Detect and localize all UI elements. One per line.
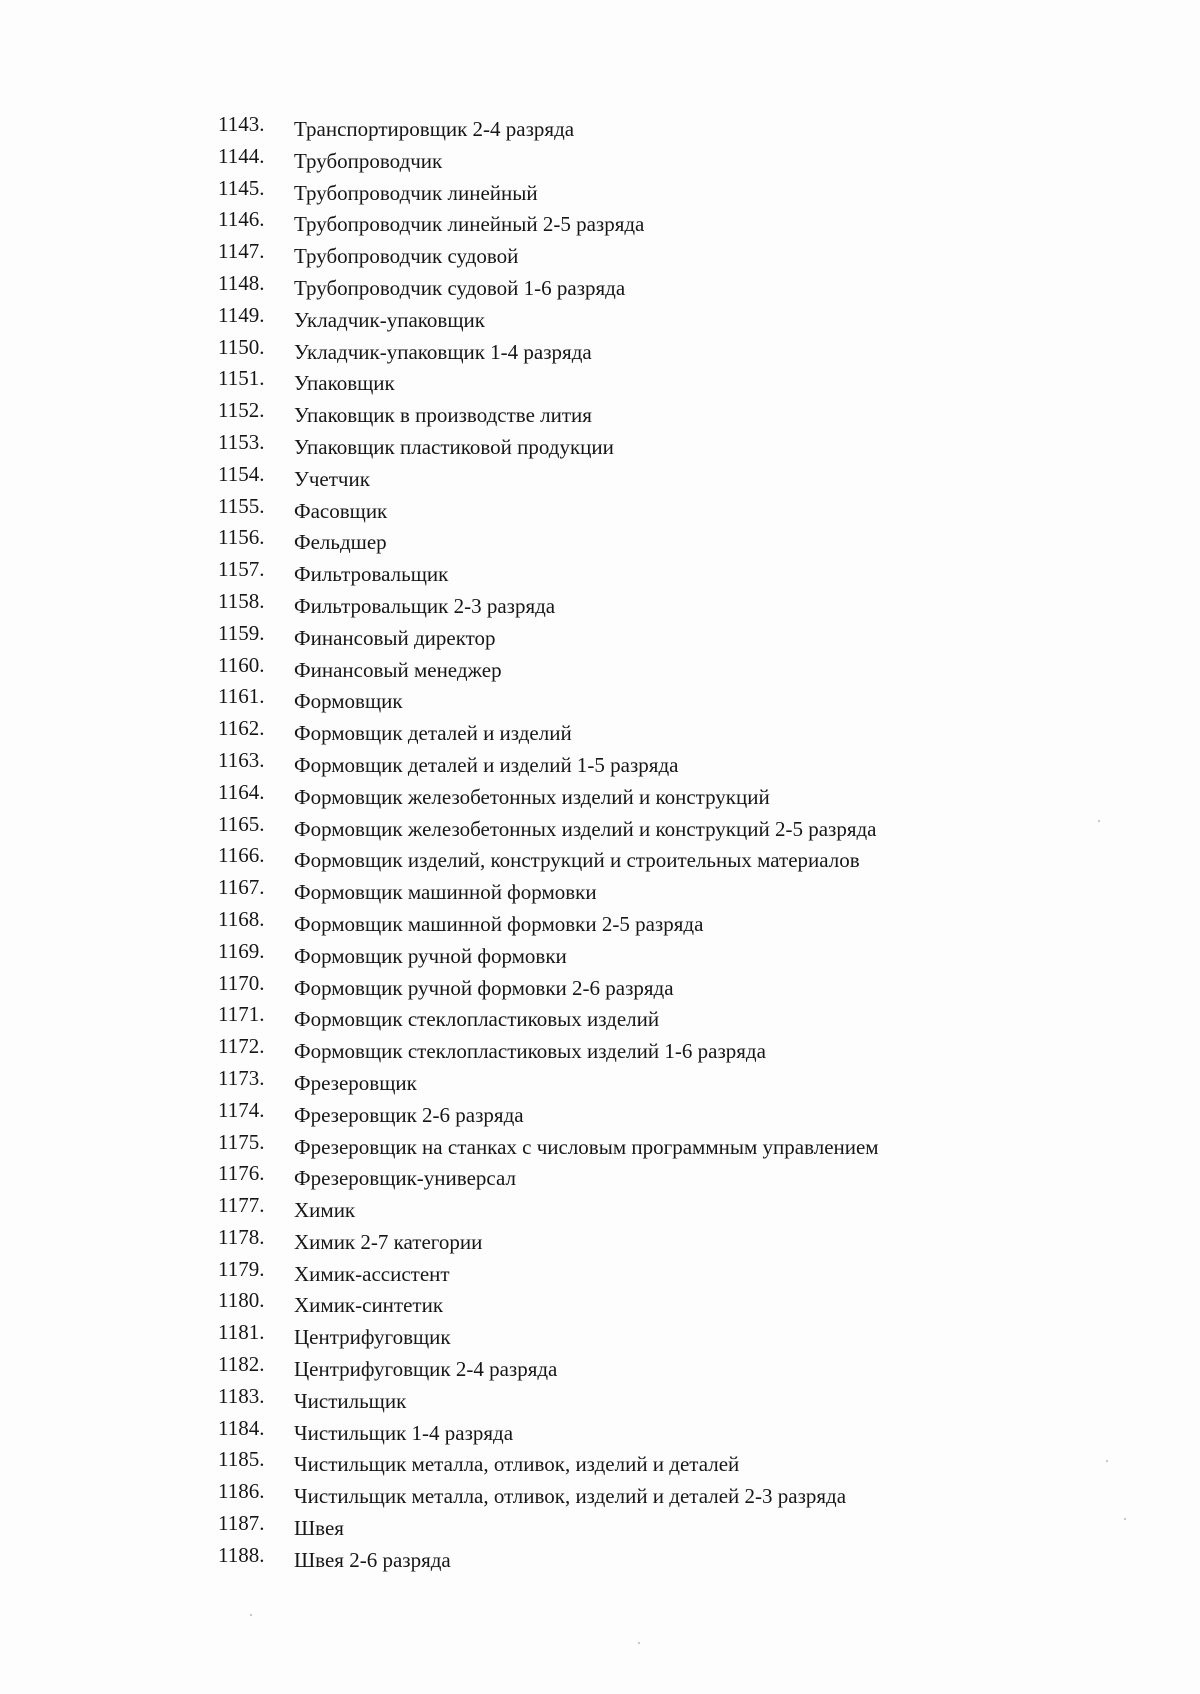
list-item <box>218 494 879 526</box>
item-text: Укладчик-упаковщик <box>294 307 485 332</box>
list-item <box>218 1447 879 1479</box>
list-item <box>218 1161 879 1193</box>
item-text: Формовщик <box>294 689 403 714</box>
item-number: 1182. <box>218 1352 265 1377</box>
scan-speck <box>250 1614 252 1616</box>
item-text: Фильтровальщик <box>294 562 449 587</box>
item-text: Трубопроводчик линейный 2-5 разряда <box>294 212 645 237</box>
item-text: Финансовый менеджер <box>294 657 502 682</box>
list-item <box>218 1098 879 1130</box>
item-number: 1172. <box>218 1034 265 1059</box>
item-text: Учетчик <box>294 466 370 491</box>
item-text: Трубопроводчик <box>294 148 443 173</box>
item-text: Формовщик стеклопластиковых изделий <box>294 1007 660 1032</box>
item-text: Химик <box>294 1198 356 1223</box>
list-item <box>218 335 879 367</box>
list-item <box>218 1288 879 1320</box>
list-item <box>218 366 879 398</box>
item-number: 1160. <box>218 652 265 677</box>
item-number: 1150. <box>218 334 265 359</box>
item-text: Формовщик машинной формовки <box>294 880 597 905</box>
item-number: 1152. <box>218 398 265 423</box>
item-text: Транспортировщик 2-4 разряда <box>294 117 575 141</box>
list-item <box>218 1193 879 1225</box>
item-number: 1168. <box>218 906 265 931</box>
item-number: 1146. <box>218 207 265 232</box>
item-text: Химик-ассистент <box>294 1261 450 1286</box>
list-item <box>218 112 879 144</box>
item-text: Формовщик ручной формовки <box>294 943 567 968</box>
item-text: Упаковщик пластиковой продукции <box>294 434 614 459</box>
list-item <box>218 684 879 716</box>
list-item <box>218 1479 879 1511</box>
item-number: 1175. <box>218 1129 265 1154</box>
item-text: Фельдшер <box>294 530 387 555</box>
item-number: 1173. <box>218 1065 265 1090</box>
list-item <box>218 1257 879 1289</box>
list-item <box>218 716 879 748</box>
list-item <box>218 843 879 875</box>
scan-speck <box>1098 820 1100 822</box>
list-item <box>218 907 879 939</box>
list-item <box>218 1416 879 1448</box>
item-number: 1155. <box>218 493 265 518</box>
list-item <box>218 176 879 208</box>
item-text: Чистильщик <box>294 1388 407 1413</box>
item-text: Фрезеровщик <box>294 1070 417 1095</box>
item-number: 1156. <box>218 525 265 550</box>
item-text: Трубопроводчик судовой <box>294 244 519 269</box>
list-item <box>218 1511 879 1543</box>
item-text: Формовщик ручной формовки 2-6 разряда <box>294 975 674 1000</box>
list-item <box>218 1384 879 1416</box>
list-item <box>218 971 879 1003</box>
item-number: 1180. <box>218 1288 265 1313</box>
item-text: Формовщик стеклопластиковых изделий 1-6 разряда <box>294 1039 766 1064</box>
item-text: Формовщик железобетонных изделий и конструкций 2-5 разряда <box>294 816 877 841</box>
item-number: 1145. <box>218 175 265 200</box>
item-number: 1153. <box>218 429 265 454</box>
item-text: Чистильщик металла, отливок, изделий и деталей <box>294 1452 740 1477</box>
item-text: Фрезеровщик-универсал <box>294 1166 516 1191</box>
item-text: Укладчик-упаковщик 1-4 разряда <box>294 339 592 364</box>
item-text: Упаковщик <box>294 371 395 396</box>
item-number: 1164. <box>218 779 265 804</box>
item-text: Химик-синтетик <box>294 1293 444 1318</box>
item-number: 1147. <box>218 239 265 264</box>
item-text: Фрезеровщик на станках с числовым программным управлением <box>294 1134 879 1159</box>
list-item <box>218 1320 879 1352</box>
item-number: 1163. <box>218 747 265 772</box>
item-text: Трубопроводчик линейный <box>294 180 538 205</box>
item-number: 1181. <box>218 1320 265 1345</box>
list-item <box>218 780 879 812</box>
item-number: 1177. <box>218 1193 265 1218</box>
item-number: 1148. <box>218 270 265 295</box>
item-text: Финансовый директор <box>294 625 496 650</box>
item-text: Упаковщик в производстве лития <box>294 403 592 428</box>
item-number: 1178. <box>218 1224 265 1249</box>
list-item <box>218 812 879 844</box>
item-number: 1174. <box>218 1097 265 1122</box>
item-text: Трубопроводчик судовой 1-6 разряда <box>294 275 626 300</box>
item-number: 1165. <box>218 811 265 836</box>
item-number: 1183. <box>218 1383 265 1408</box>
list-item <box>218 557 879 589</box>
item-text: Фасовщик <box>294 498 388 523</box>
list-item <box>218 462 879 494</box>
scan-speck <box>638 1642 640 1644</box>
item-number: 1176. <box>218 1161 265 1186</box>
item-number: 1161. <box>218 684 265 709</box>
item-text: Швея 2-6 разряда <box>294 1547 451 1572</box>
scan-speck <box>1124 1518 1126 1520</box>
item-number: 1149. <box>218 302 265 327</box>
item-number: 1179. <box>218 1256 265 1281</box>
item-number: 1170. <box>218 970 265 995</box>
item-number: 1185. <box>218 1447 265 1472</box>
item-text: Формовщик деталей и изделий <box>294 721 572 746</box>
list-item <box>218 653 879 685</box>
item-text: Формовщик изделий, конструкций и строительных материалов <box>294 848 860 873</box>
list-item <box>218 430 879 462</box>
item-text: Формовщик машинной формовки 2-5 разряда <box>294 911 704 936</box>
item-text: Химик 2-7 категории <box>294 1229 483 1254</box>
item-number: 1144. <box>218 143 265 168</box>
list-item <box>218 589 879 621</box>
item-number: 1187. <box>218 1511 265 1536</box>
item-text: Швея <box>294 1516 344 1541</box>
list-item <box>218 1034 879 1066</box>
item-number: 1157. <box>218 557 265 582</box>
item-text: Фильтровальщик 2-3 разряда <box>294 593 556 618</box>
list-item <box>218 1002 879 1034</box>
list-item <box>218 875 879 907</box>
item-text: Формовщик деталей и изделий 1-5 разряда <box>294 752 679 777</box>
item-number: 1171. <box>218 1002 265 1027</box>
item-number: 1154. <box>218 461 265 486</box>
list-item <box>218 207 879 239</box>
list-item <box>218 398 879 430</box>
item-number: 1167. <box>218 875 265 900</box>
item-text: Центрифуговщик <box>294 1325 451 1350</box>
list-item <box>218 303 879 335</box>
list-item <box>218 144 879 176</box>
scan-speck <box>1106 1460 1108 1462</box>
item-text: Фрезеровщик 2-6 разряда <box>294 1102 524 1127</box>
item-number: 1188. <box>218 1542 265 1567</box>
profession-list <box>218 112 879 1575</box>
item-number: 1184. <box>218 1415 265 1440</box>
item-number: 1186. <box>218 1479 265 1504</box>
item-number: 1158. <box>218 588 265 613</box>
item-number: 1151. <box>218 366 265 391</box>
list-item <box>218 1543 879 1575</box>
list-item <box>218 525 879 557</box>
item-text: Чистильщик 1-4 разряда <box>294 1420 514 1445</box>
list-item <box>218 1352 879 1384</box>
item-number: 1143. <box>218 112 265 136</box>
item-number: 1166. <box>218 843 265 868</box>
item-text: Центрифуговщик 2-4 разряда <box>294 1357 558 1382</box>
list-item <box>218 621 879 653</box>
item-number: 1169. <box>218 938 265 963</box>
list-item <box>218 271 879 303</box>
item-text: Формовщик железобетонных изделий и конструкций <box>294 784 770 809</box>
item-number: 1159. <box>218 620 265 645</box>
list-item <box>218 1130 879 1162</box>
list-item <box>218 1066 879 1098</box>
list-item <box>218 1225 879 1257</box>
item-number: 1162. <box>218 716 265 741</box>
list-item <box>218 939 879 971</box>
list-item <box>218 239 879 271</box>
list-item <box>218 748 879 780</box>
item-text: Чистильщик металла, отливок, изделий и деталей 2-3 разряда <box>294 1484 847 1509</box>
